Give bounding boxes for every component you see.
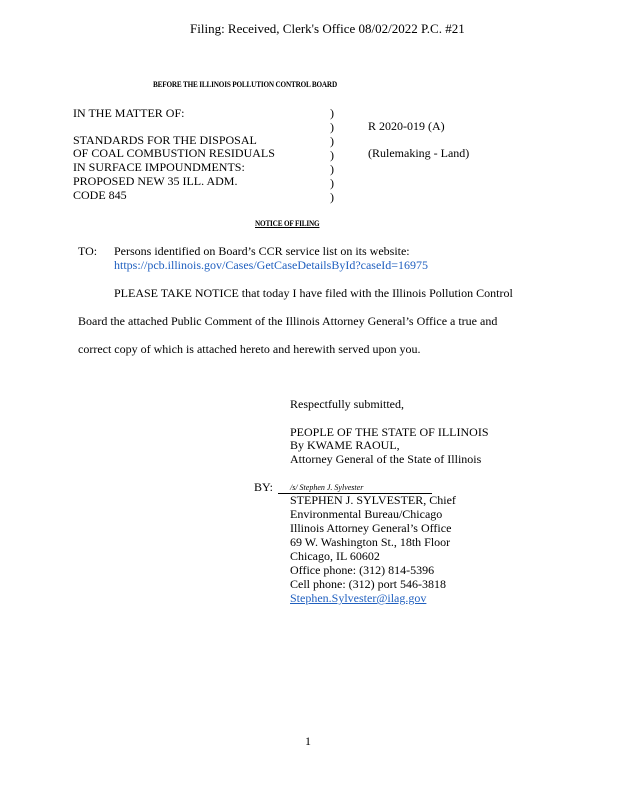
case-number: R 2020-019 (A) (368, 119, 445, 133)
board-title: BEFORE THE ILLINOIS POLLUTION CONTROL BOARD (153, 80, 337, 89)
ag-title: Attorney General of the State of Illinois (290, 452, 482, 466)
page-number: 1 (305, 734, 311, 748)
signer-street: 69 W. Washington St., 18th Floor (290, 535, 451, 549)
caption-paren: ) (330, 162, 334, 176)
notice-title: NOTICE OF FILING (255, 219, 320, 228)
closing: Respectfully submitted, (290, 397, 404, 411)
signer-city: Chicago, IL 60602 (290, 549, 380, 563)
signer-email-link[interactable]: Stephen.Sylvester@ilag.gov (290, 591, 427, 605)
service-list-link[interactable]: https://pcb.illinois.gov/Cases/GetCaseDetailsById?caseId=16975 (114, 258, 429, 272)
caption-paren: ) (330, 148, 334, 162)
signer-office: Illinois Attorney General’s Office (290, 521, 452, 535)
caption-line-4: OF COAL COMBUSTION RESIDUALS (73, 146, 275, 160)
by-ag-line: By KWAME RAOUL, (290, 438, 400, 452)
caption-paren: ) (330, 134, 334, 148)
body-line-3: correct copy of which is attached hereto and herewith served upon you. (78, 342, 421, 356)
filing-stamp: Filing: Received, Clerk's Office 08/02/2022 P.C. #21 (190, 21, 465, 36)
by-label: BY: (254, 480, 273, 494)
electronic-signature: /s/ Stephen J. Sylvester (290, 483, 364, 492)
caption-paren: ) (330, 176, 334, 190)
signer-cell-phone: Cell phone: (312) port 546-3818 (290, 577, 446, 591)
to-recipients: Persons identified on Board’s CCR service list on its website: (114, 244, 410, 258)
caption-paren: ) (330, 120, 334, 134)
caption-paren: ) (330, 106, 334, 120)
body-line-2: Board the attached Public Comment of the Illinois Attorney General’s Office a true and (78, 314, 498, 328)
signer-name: STEPHEN J. SYLVESTER, Chief (290, 493, 456, 507)
case-type: (Rulemaking - Land) (368, 146, 470, 160)
signer-bureau: Environmental Bureau/Chicago (290, 507, 443, 521)
body-line-1: PLEASE TAKE NOTICE that today I have filed with the Illinois Pollution Control (114, 286, 513, 300)
to-label: TO: (78, 244, 98, 258)
caption-line-3: STANDARDS FOR THE DISPOSAL (73, 133, 257, 147)
people-line: PEOPLE OF THE STATE OF ILLINOIS (290, 425, 489, 439)
caption-paren: ) (330, 190, 334, 204)
caption-line-5: IN SURFACE IMPOUNDMENTS: (73, 160, 245, 174)
signer-office-phone: Office phone: (312) 814-5396 (290, 563, 435, 577)
caption-line-1: IN THE MATTER OF: (73, 106, 185, 120)
caption-line-7: CODE 845 (73, 188, 127, 202)
caption-line-6: PROPOSED NEW 35 ILL. ADM. (73, 174, 238, 188)
